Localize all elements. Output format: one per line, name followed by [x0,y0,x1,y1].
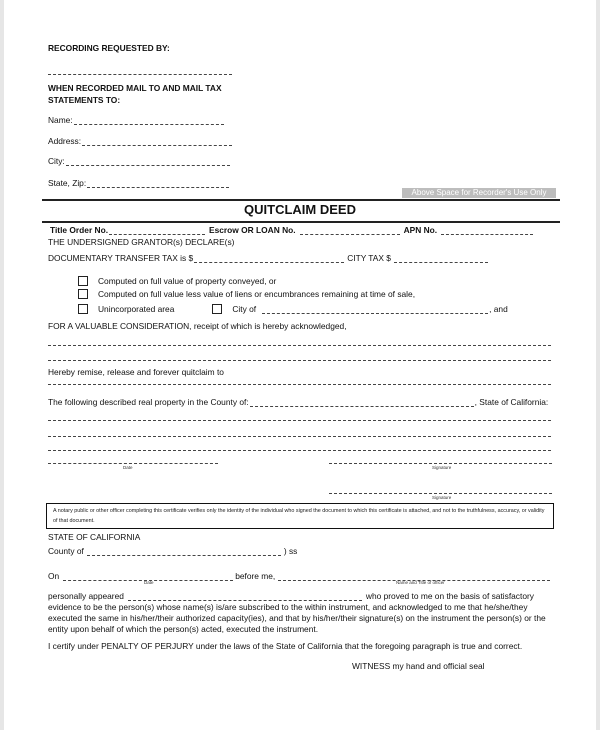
address-field[interactable] [82,137,232,146]
signature-line-2[interactable] [329,493,552,494]
state-zip-field[interactable] [87,179,229,188]
notary-date-caption: Date [144,580,154,585]
page-edge-right [596,0,600,730]
recording-requested-field[interactable] [48,74,232,75]
less-liens-checkbox[interactable] [78,289,88,299]
apn-field[interactable] [441,226,533,235]
appeared-rest: who proved to me on the basis of satisfactory [365,591,534,601]
city-tax-label: CITY TAX $ [347,253,391,263]
grantor-declare: THE UNDERSIGNED GRANTOR(s) DECLARE(s) [48,237,235,247]
before-me-label: before me, [235,571,276,581]
state-of-california-label: , State of California: [474,397,549,407]
consideration-text: FOR A VALUABLE CONSIDERATION, receipt of which is hereby acknowledged, [48,321,347,331]
notary-line-2: evidence to be the person(s) whose name(s) is/are subscribed to the within instrument, and acknowledged to me that he/she/they [48,602,528,612]
county-label: County of [48,546,84,556]
city-field[interactable] [66,157,230,166]
title-order-field[interactable] [109,226,205,235]
property-county-label: The following described real property in the County of: [48,397,249,407]
escrow-field[interactable] [300,226,400,235]
and-label: , and [489,304,508,314]
escrow-label: Escrow OR LOAN No. [209,225,296,235]
unincorporated-label: Unincorporated area [98,304,175,314]
appeared-field[interactable] [128,592,362,601]
witness-text: WITNESS my hand and official seal [352,661,485,671]
transfer-tax-field[interactable] [194,254,344,263]
date-caption: Date [123,465,133,470]
full-value-checkbox[interactable] [78,276,88,286]
city-of-checkbox[interactable] [212,304,222,314]
city-of-label: City of [232,304,257,314]
city-of-field[interactable] [262,305,488,314]
state-zip-label: State, Zip: [48,178,87,188]
divider-top [42,199,560,201]
city-label: City: [48,156,65,166]
grantee-line[interactable] [48,384,551,385]
signature-caption-1: Signature [432,465,452,470]
property-county-field[interactable] [250,398,474,407]
unincorporated-checkbox[interactable] [78,304,88,314]
notary-line-3: executed the same in his/her/their authorized capacity(ies), and that by his/her/their signature(s) on the instrument the person(s) or the [48,613,546,623]
property-line-2[interactable] [48,436,551,437]
transfer-tax-label: DOCUMENTARY TRANSFER TAX is $ [48,253,194,263]
perjury-certification: I certify under PENALTY OF PERJURY under the laws of the State of California that the foregoing paragraph is true and correct. [48,641,523,651]
recorder-use-note: Above Space for Recorder's Use Only [402,188,556,198]
notary-disclaimer-box: A notary public or other officer completing this certificate verifies only the identity of the individual who signed the document to which this certificate is attached, and not to the truthfulness, accuracy, or validity of that document. [46,503,554,529]
apn-label: APN No. [403,225,438,235]
officer-caption: Name and Title of officer [396,580,445,585]
date-line[interactable] [48,463,218,464]
full-value-label: Computed on full value of property conveyed, or [98,276,277,286]
recording-requested-label: RECORDING REQUESTED BY: [48,43,170,53]
ss-label: ) ss [283,546,298,556]
document-title: QUITCLAIM DEED [244,202,356,217]
consideration-line-2[interactable] [48,360,551,361]
remise-text: Hereby remise, release and forever quitclaim to [48,367,224,377]
city-tax-field[interactable] [394,254,488,263]
appeared-label: personally appeared [48,591,124,601]
name-label: Name: [48,115,73,125]
signature-caption-2: Signature [432,495,452,500]
signature-line-1[interactable] [329,463,552,464]
address-label: Address: [48,136,82,146]
notary-line-4: entity upon behalf of which the person(s) acted, executed the instrument. [48,624,319,634]
state-of-california: STATE OF CALIFORNIA [48,532,141,542]
title-order-label: Title Order No. [50,225,109,235]
less-liens-label: Computed on full value less value of liens or encumbrances remaining at time of sale, [98,289,416,299]
divider-bottom [42,221,560,223]
mail-to-line2: STATEMENTS TO: [48,95,121,105]
page-edge-left [0,0,4,730]
property-line-1[interactable] [48,420,551,421]
name-field[interactable] [74,116,224,125]
mail-to-line1: WHEN RECORDED MAIL TO AND MAIL TAX [48,83,222,93]
county-field[interactable] [87,547,281,556]
property-line-3[interactable] [48,450,551,451]
consideration-line-1[interactable] [48,345,551,346]
on-label: On [48,571,60,581]
